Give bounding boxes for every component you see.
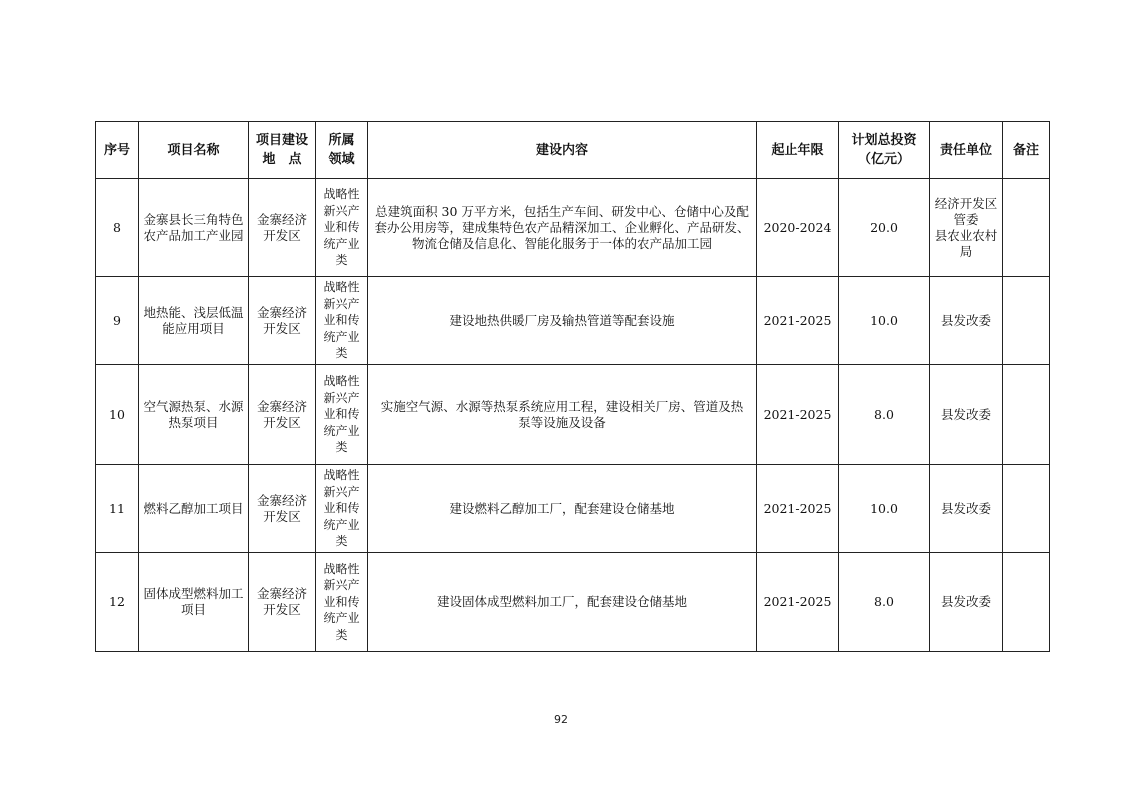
content-line: 实施空气源、水源等热泵系统应用工程，建设相关厂房、管道及热 (380, 398, 744, 414)
cell-content (368, 465, 757, 553)
cell-location (249, 277, 316, 365)
field-line: 类 (335, 253, 348, 268)
cell-period: 2021-2025 (757, 365, 839, 465)
cell-project-name (139, 465, 249, 553)
project-name-line: 固体成型燃料加工 (143, 586, 244, 601)
field-line: 统产业 (323, 423, 360, 438)
field-line: 业和传 (323, 220, 360, 235)
field-line: 统产业 (323, 611, 360, 626)
content-line: 总建筑面积 30 万平方米，包括生产车间、研发中心、仓储中心及配 (375, 203, 749, 219)
header-period: 起止年限 (757, 122, 839, 179)
cell-remark (1003, 553, 1050, 652)
header-unit: 责任单位 (930, 122, 1003, 179)
unit-line: 县发改委 (940, 312, 991, 328)
project-name-line: 地热能、浅层低温 (143, 304, 244, 320)
location-line: 开发区 (263, 227, 301, 243)
header-name: 项目名称 (139, 122, 249, 179)
field-line: 统产业 (323, 517, 360, 532)
field-line: 业和传 (323, 594, 360, 609)
field-line: 业和传 (323, 313, 360, 328)
cell-period: 2021-2025 (757, 465, 839, 553)
project-table (95, 121, 1050, 652)
header-seq: 序号 (96, 122, 139, 179)
table-row (96, 553, 1050, 652)
table-body (96, 179, 1050, 652)
cell-period: 2021-2025 (757, 277, 839, 365)
cell-investment: 8.0 (839, 553, 930, 652)
cell-project-name (139, 365, 249, 465)
cell-period: 2021-2025 (757, 553, 839, 652)
field-line: 新兴产 (323, 203, 360, 218)
header-investment-line2: （亿元） (857, 152, 910, 167)
project-name-line: 农产品加工产业园 (143, 227, 244, 243)
cell-location (249, 365, 316, 465)
cell-unit (930, 277, 1003, 365)
header-investment-line1: 计划总投资 (851, 133, 917, 148)
table-header-row (96, 122, 1050, 179)
cell-seq: 12 (96, 553, 139, 652)
cell-project-name (139, 553, 249, 652)
header-field (316, 122, 368, 179)
cell-location (249, 465, 316, 553)
field-line: 战略性 (323, 468, 360, 483)
header-remark: 备注 (1003, 122, 1050, 179)
location-line: 金寨经济 (256, 492, 307, 508)
field-line: 类 (335, 534, 348, 549)
cell-content (368, 365, 757, 465)
cell-field (316, 277, 368, 365)
content-line: 建设燃料乙醇加工厂，配套建设仓储基地 (449, 500, 675, 516)
content-line: 物流仓储及信息化、智能化服务于一体的农产品加工园 (411, 235, 712, 251)
unit-line: 县发改委 (940, 500, 991, 516)
header-location (249, 122, 316, 179)
cell-remark (1003, 179, 1050, 277)
cell-field (316, 365, 368, 465)
cell-remark (1003, 277, 1050, 365)
field-line: 统产业 (323, 236, 360, 251)
header-content: 建设内容 (368, 122, 757, 179)
location-line: 开发区 (263, 602, 301, 617)
project-name-line: 能应用项目 (162, 320, 225, 336)
unit-line: 局 (959, 243, 973, 259)
field-line: 类 (335, 346, 348, 361)
unit-line: 管委 (953, 211, 979, 227)
cell-seq: 9 (96, 277, 139, 365)
cell-location (249, 179, 316, 277)
cell-unit (930, 179, 1003, 277)
table-row (96, 465, 1050, 553)
cell-unit (930, 365, 1003, 465)
content-line: 建设固体成型燃料加工厂，配套建设仓储基地 (436, 594, 687, 609)
project-name-line: 热泵项目 (168, 414, 219, 430)
cell-unit (930, 465, 1003, 553)
field-line: 业和传 (323, 407, 360, 422)
field-line: 新兴产 (323, 578, 360, 593)
project-name-line: 金寨县长三角特色 (143, 211, 244, 227)
table-row (96, 179, 1050, 277)
location-line: 金寨经济 (256, 586, 307, 601)
header-field-line2: 领域 (328, 152, 355, 167)
field-line: 业和传 (323, 501, 360, 516)
field-line: 统产业 (323, 329, 360, 344)
field-line: 类 (335, 627, 348, 642)
location-line: 开发区 (263, 414, 301, 430)
unit-line: 经济开发区 (934, 195, 998, 211)
cell-field (316, 465, 368, 553)
page-number: 92 (554, 713, 568, 726)
field-line: 新兴产 (323, 484, 360, 499)
header-location-line1: 项目建设 (255, 133, 308, 148)
table-row (96, 277, 1050, 365)
field-line: 战略性 (323, 561, 360, 576)
content-line: 建设地热供暖厂房及输热管道等配套设施 (449, 312, 675, 328)
unit-line: 县发改委 (940, 594, 991, 609)
project-name-line: 燃料乙醇加工项目 (143, 500, 244, 516)
cell-investment: 10.0 (839, 465, 930, 553)
field-line: 战略性 (323, 374, 360, 389)
cell-field (316, 179, 368, 277)
cell-content (368, 179, 757, 277)
unit-line: 县发改委 (940, 406, 991, 422)
table-row (96, 365, 1050, 465)
cell-project-name (139, 179, 249, 277)
cell-investment: 10.0 (839, 277, 930, 365)
cell-field (316, 553, 368, 652)
cell-seq: 10 (96, 365, 139, 465)
field-line: 战略性 (323, 280, 360, 295)
cell-project-name (139, 277, 249, 365)
content-line: 泵等设施及设备 (518, 414, 606, 430)
cell-unit (930, 553, 1003, 652)
unit-line: 县农业农村 (934, 227, 998, 243)
location-line: 开发区 (263, 320, 301, 336)
cell-remark (1003, 465, 1050, 553)
project-name-line: 项目 (180, 602, 206, 617)
field-line: 类 (335, 440, 348, 455)
header-location-line2: 地 点 (262, 152, 302, 167)
cell-investment: 20.0 (839, 179, 930, 277)
location-line: 开发区 (263, 508, 301, 524)
header-investment (839, 122, 930, 179)
cell-location (249, 553, 316, 652)
cell-seq: 11 (96, 465, 139, 553)
field-line: 战略性 (323, 187, 360, 202)
cell-remark (1003, 365, 1050, 465)
field-line: 新兴产 (323, 296, 360, 311)
cell-content (368, 277, 757, 365)
cell-investment: 8.0 (839, 365, 930, 465)
cell-seq: 8 (96, 179, 139, 277)
location-line: 金寨经济 (256, 304, 307, 320)
field-line: 新兴产 (323, 390, 360, 405)
content-line: 套办公用房等，建成集特色农产品精深加工、企业孵化、产品研发、 (374, 219, 750, 235)
cell-period: 2020-2024 (757, 179, 839, 277)
location-line: 金寨经济 (256, 211, 307, 227)
cell-content (368, 553, 757, 652)
header-field-line1: 所属 (328, 133, 355, 148)
location-line: 金寨经济 (256, 398, 307, 414)
project-name-line: 空气源热泵、水源 (143, 398, 244, 414)
